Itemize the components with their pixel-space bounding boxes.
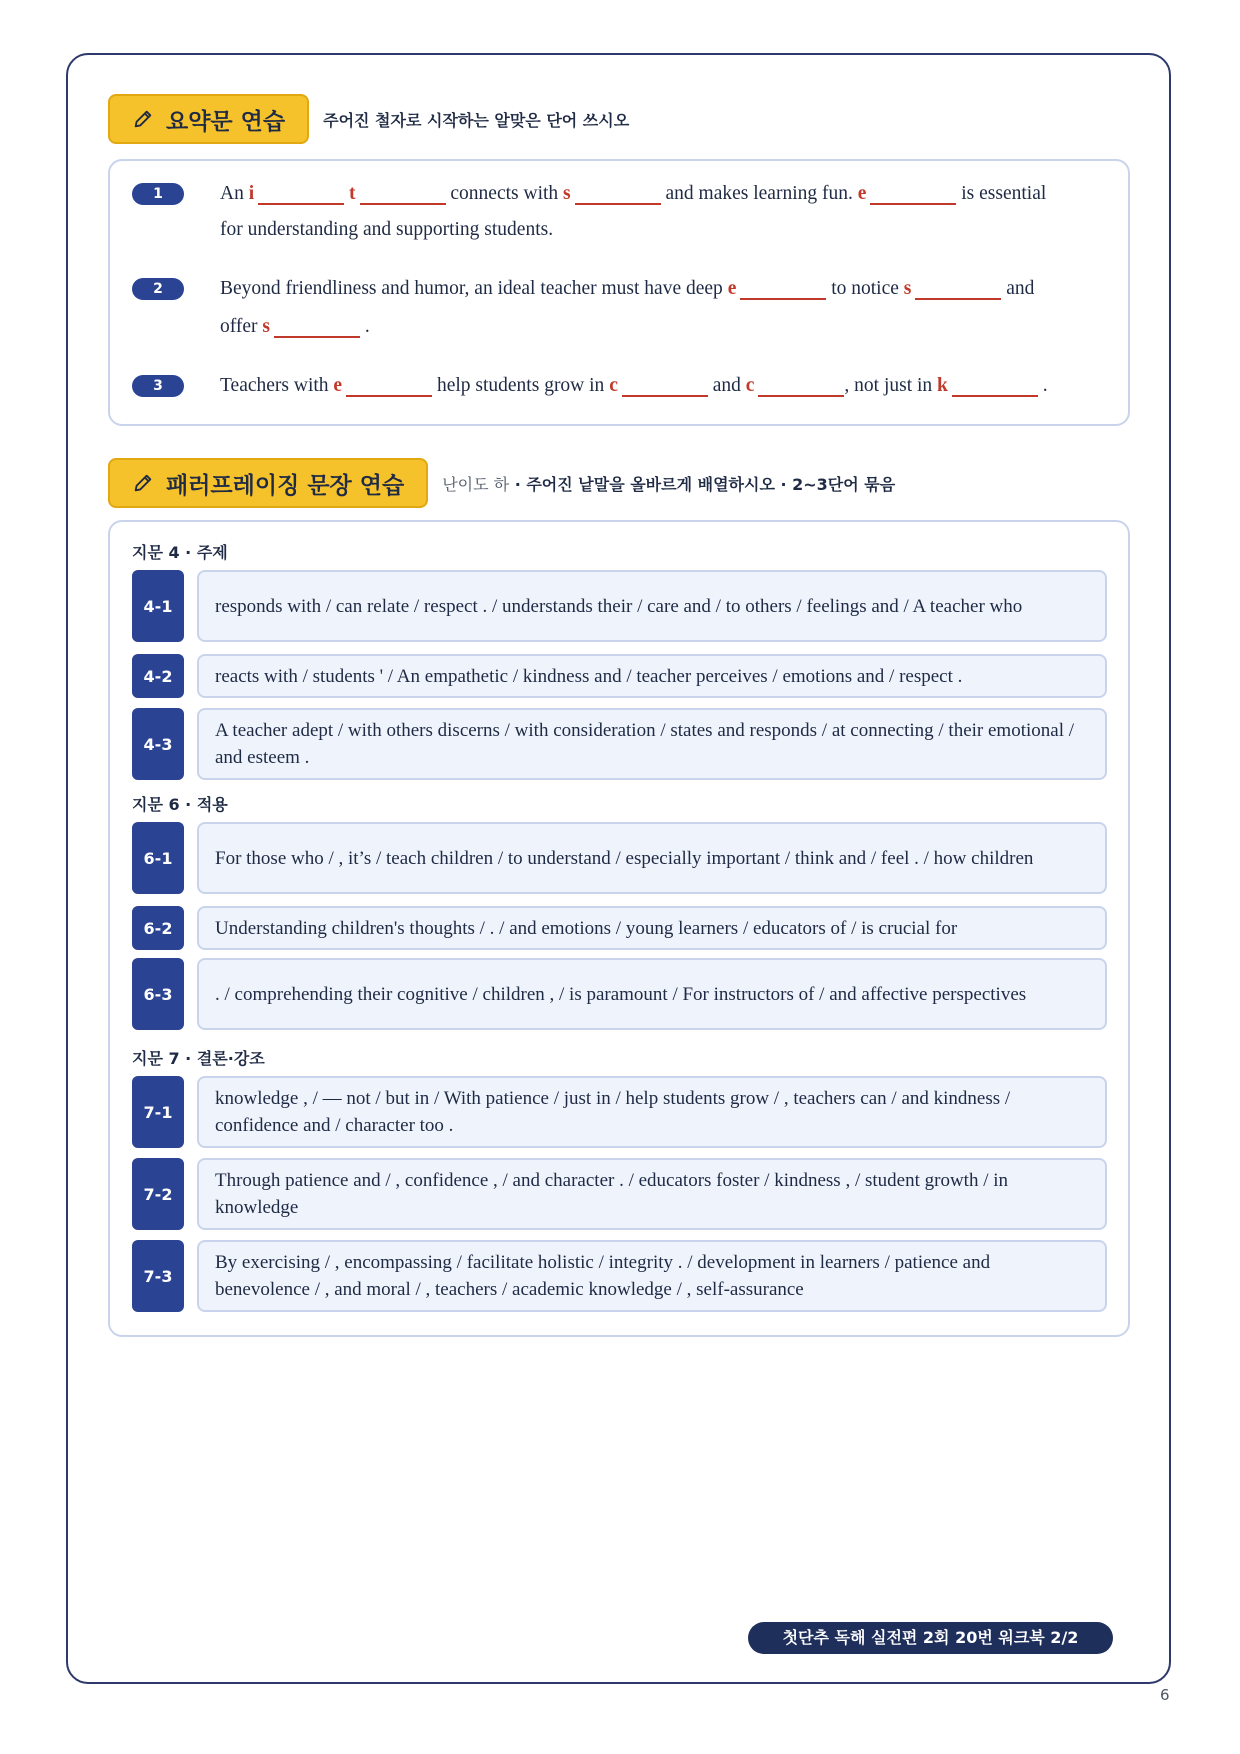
- passage-group-label: 지문 6 · 적용: [132, 795, 228, 814]
- hint-letter: s: [563, 183, 571, 204]
- hint-letter: e: [857, 183, 867, 204]
- word-chunks-text: A teacher adept / with others discerns / with consideration / states and responds / at connecting / their emotional / and esteem .: [215, 720, 1074, 768]
- summary-line: [220, 181, 1046, 205]
- paraphrase-title: 패러프레이징 문장 연습: [166, 472, 405, 499]
- summary-line: [220, 276, 1034, 300]
- paraphrase-title-tag: [108, 458, 428, 508]
- pencil-icon: [132, 108, 154, 130]
- summary-line: [220, 314, 370, 338]
- hint-letter: i: [248, 183, 255, 204]
- summary-text: An: [220, 183, 249, 204]
- summary-description: 주어진 철자로 시작하는 알맞은 단어 쓰시오: [323, 110, 630, 130]
- answer-blank[interactable]: [915, 276, 1001, 300]
- answer-blank[interactable]: [360, 181, 446, 205]
- summary-number-badge: 3: [132, 375, 184, 397]
- summary-section-header: [108, 94, 629, 144]
- summary-text: , not just in: [844, 375, 938, 396]
- summary-text: to notice: [826, 278, 904, 299]
- answer-blank[interactable]: [740, 276, 826, 300]
- summary-text: for understanding and supporting students.: [220, 219, 554, 240]
- summary-text: .: [1037, 375, 1048, 396]
- word-chunks-box: [197, 570, 1107, 642]
- hint-letter: c: [609, 375, 618, 396]
- summary-line: [220, 219, 553, 241]
- exercise-number-badge: 4-3: [132, 708, 184, 780]
- word-chunks-text: reacts with / students ' / An empathetic / kindness and / teacher perceives / emotions and / respect .: [215, 665, 963, 687]
- footer-badge: 첫단추 독해 실전편 2회 20번 워크북 2/2: [748, 1622, 1113, 1654]
- hint-letter: c: [745, 375, 755, 396]
- hint-letter: s: [903, 278, 912, 299]
- summary-number-badge: 2: [132, 278, 184, 300]
- exercise-number-badge: 6-3: [132, 958, 184, 1030]
- word-chunks-text: knowledge , / — not / but in / With patience / just in / help students grow / , teachers can / and kindness / confidence and / character too .: [215, 1088, 1011, 1136]
- page-number: 6: [1160, 1686, 1170, 1704]
- word-chunks-box: [197, 958, 1107, 1030]
- paraphrase-instruction: · 주어진 낱말을 올바르게 배열하시오 · 2~3단어 묶음: [514, 474, 896, 494]
- pencil-icon: [132, 472, 154, 494]
- hint-letter: t: [349, 183, 356, 204]
- summary-title: 요약문 연습: [166, 108, 286, 135]
- summary-text: and: [1001, 278, 1035, 299]
- hint-letter: k: [937, 375, 948, 396]
- passage-group-label: 지문 7 · 결론·강조: [132, 1049, 265, 1068]
- word-chunks-text: . / comprehending their cognitive / children , / is paramount / For instructors of / and affective perspectives: [215, 983, 1027, 1005]
- word-chunks-box: [197, 822, 1107, 894]
- answer-blank[interactable]: [575, 181, 661, 205]
- word-chunks-text: By exercising / , encompassing / facilitate holistic / integrity . / development in learners / patience and benevolence / , and moral / , teachers / academic knowledge / , self-assurance: [215, 1252, 991, 1300]
- word-chunks-box: [197, 1076, 1107, 1148]
- summary-text: Beyond friendliness and humor, an ideal teacher must have deep: [220, 278, 728, 299]
- hint-letter: s: [262, 316, 271, 337]
- summary-title-tag: [108, 94, 309, 144]
- exercise-number-badge: 6-2: [132, 906, 184, 950]
- paraphrase-description: [442, 472, 895, 495]
- word-chunks-text: Through patience and / , confidence , / and character . / educators foster / kindness , / student growth / in knowledge: [215, 1170, 1008, 1218]
- summary-text: offer: [220, 316, 263, 337]
- summary-text: is essential: [956, 183, 1047, 204]
- summary-text: Teachers with: [220, 375, 334, 396]
- passage-group-label: 지문 4 · 주제: [132, 543, 228, 562]
- summary-text: and makes learning fun.: [660, 183, 858, 204]
- answer-blank[interactable]: [758, 373, 844, 397]
- summary-text: and: [707, 375, 746, 396]
- answer-blank[interactable]: [258, 181, 344, 205]
- summary-number-badge: 1: [132, 183, 184, 205]
- summary-text: .: [360, 316, 370, 337]
- summary-line: [220, 373, 1048, 397]
- word-chunks-box: [197, 1158, 1107, 1230]
- exercise-number-badge: 7-2: [132, 1158, 184, 1230]
- exercise-number-badge: 4-1: [132, 570, 184, 642]
- hint-letter: e: [727, 278, 737, 299]
- word-chunks-box: [197, 906, 1107, 950]
- answer-blank[interactable]: [622, 373, 708, 397]
- summary-text: connects with: [445, 183, 564, 204]
- answer-blank[interactable]: [346, 373, 432, 397]
- exercise-number-badge: 7-1: [132, 1076, 184, 1148]
- word-chunks-text: Understanding children's thoughts / . / and emotions / young learners / educators of / is crucial for: [215, 917, 958, 939]
- exercise-number-badge: 6-1: [132, 822, 184, 894]
- exercise-number-badge: 4-2: [132, 654, 184, 698]
- summary-box: [108, 159, 1130, 426]
- word-chunks-box: [197, 708, 1107, 780]
- word-chunks-text: responds with / can relate / respect . / understands their / care and / to others / feelings and / A teacher who: [215, 595, 1023, 617]
- word-chunks-box: [197, 654, 1107, 698]
- difficulty-label: 난이도 하: [442, 474, 510, 494]
- paraphrase-section-header: [108, 458, 895, 508]
- answer-blank[interactable]: [870, 181, 956, 205]
- answer-blank[interactable]: [274, 314, 360, 338]
- paraphrase-box: [108, 520, 1130, 1337]
- word-chunks-box: [197, 1240, 1107, 1312]
- hint-letter: e: [333, 375, 343, 396]
- summary-text: help students grow in: [432, 375, 610, 396]
- word-chunks-text: For those who / , it’s / teach children / to understand / especially important / think and / feel . / how children: [215, 847, 1034, 869]
- answer-blank[interactable]: [952, 373, 1038, 397]
- exercise-number-badge: 7-3: [132, 1240, 184, 1312]
